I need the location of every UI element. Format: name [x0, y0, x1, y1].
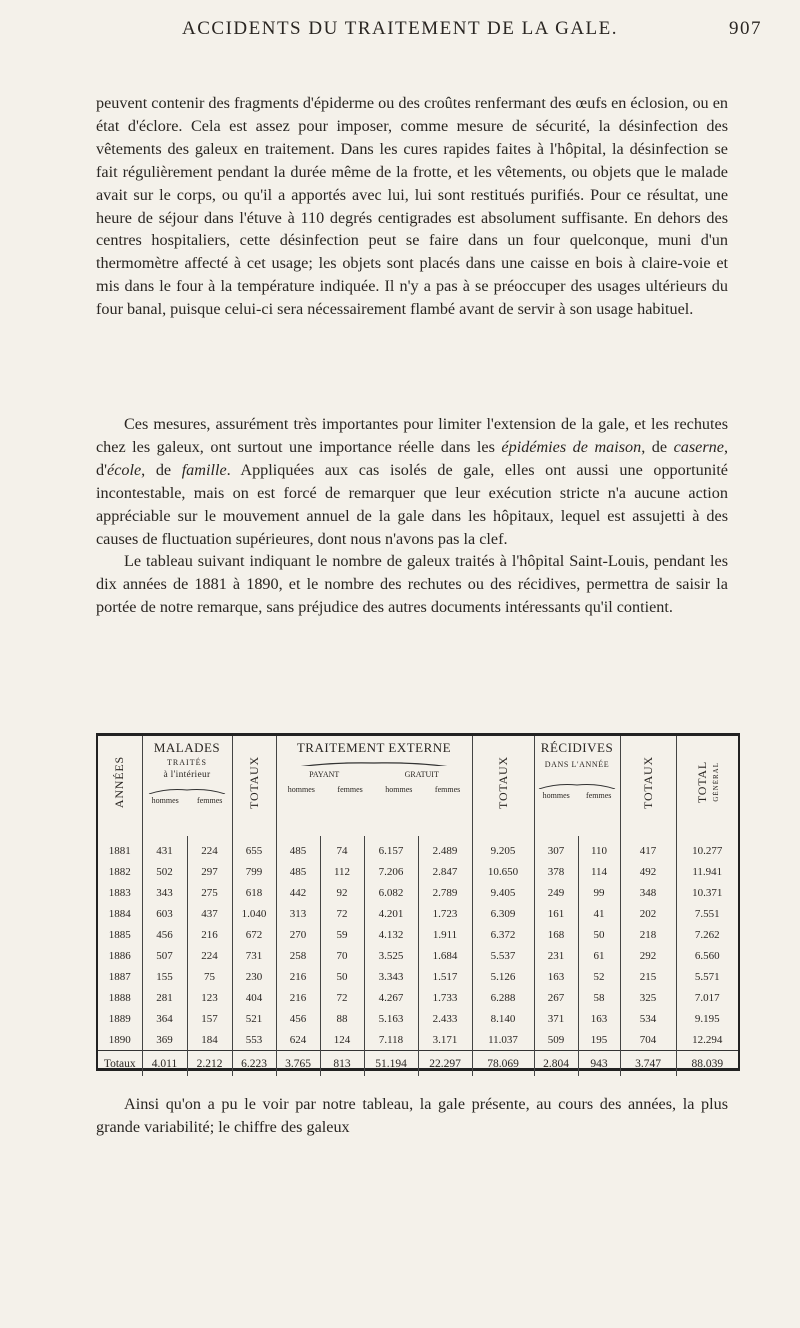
paragraph-4 — [96, 1093, 728, 1139]
table-cell: 202 — [620, 903, 676, 924]
row-year: 1889 — [108, 1012, 131, 1025]
table-cell: 124 — [320, 1029, 364, 1051]
table-cell: 61 — [578, 945, 620, 966]
table-cell: 1.684 — [418, 945, 472, 966]
table-cell: 7.262 — [676, 924, 738, 945]
table-cell: 8.140 — [472, 1008, 534, 1029]
totals-cell: 943 — [578, 1051, 620, 1077]
table-cell: 184 — [187, 1029, 232, 1051]
paragraph-2 — [96, 413, 728, 619]
table-cell: 456 — [276, 1008, 320, 1029]
table-cell: 2.847 — [418, 861, 472, 882]
totals-cell: 88.039 — [676, 1051, 738, 1077]
running-head — [0, 18, 800, 46]
row-year: 1884 — [108, 907, 131, 920]
table-cell: 99 — [578, 882, 620, 903]
table-row — [98, 1029, 738, 1051]
p2-em-caserne: caserne — [673, 437, 724, 456]
hdr-payant: PAYANT — [309, 770, 340, 779]
col-annees: ANNÉES — [112, 755, 127, 809]
table-cell: 231 — [534, 945, 578, 966]
table-row — [98, 945, 738, 966]
p2-part-a: Ces mesures, assurément très importantes pour limiter l'extension de la gale, et les rechutes chez les galeux, ont surtout une importance réelle dans les — [96, 415, 728, 456]
totals-label: Totaux — [98, 1051, 142, 1077]
table-cell: 378 — [534, 861, 578, 882]
table-cell: 75 — [187, 966, 232, 987]
table-cell: 5.537 — [472, 945, 534, 966]
totals-cell: 4.011 — [142, 1051, 187, 1077]
table-row — [98, 1008, 738, 1029]
totals-cell: 3.765 — [276, 1051, 320, 1077]
table-cell: 364 — [142, 1008, 187, 1029]
running-title: ACCIDENTS DU TRAITEMENT DE LA GALE. — [182, 18, 618, 39]
totals-cell: 22.297 — [418, 1051, 472, 1077]
table-cell: 371 — [534, 1008, 578, 1029]
table-cell: 59 — [320, 924, 364, 945]
table-row — [98, 861, 738, 882]
table-cell: 224 — [187, 945, 232, 966]
paragraph-4-text: Ainsi qu'on a pu le voir par notre tableau, la gale présente, au cours des années, la plus grande variabilité; le chiffre des galeux — [96, 1095, 728, 1136]
hdr-femmes-1: femmes — [197, 796, 223, 805]
table-cell: 215 — [620, 966, 676, 987]
p2-em-ecole: école — [107, 460, 142, 479]
hdr-femmes-2: femmes — [337, 785, 363, 794]
table-cell: 5.163 — [364, 1008, 418, 1029]
table-cell: 123 — [187, 987, 232, 1008]
table-cell: 3.171 — [418, 1029, 472, 1051]
p2-em-epidemies: épidémies de maison — [501, 437, 642, 456]
table-cell: 58 — [578, 987, 620, 1008]
brace-icon — [147, 788, 227, 794]
table-row — [98, 882, 738, 903]
p2-part-b: , de — [641, 437, 674, 456]
table-cell: 2.489 — [418, 836, 472, 861]
hdr-femmes-4: femmes — [586, 791, 612, 800]
paragraph-1 — [96, 92, 728, 321]
table-cell: 168 — [534, 924, 578, 945]
table-cell: 655 — [232, 836, 276, 861]
table-cell: 1.733 — [418, 987, 472, 1008]
table-row — [98, 924, 738, 945]
table-cell: 9.205 — [472, 836, 534, 861]
hdr-hommes-2: hommes — [287, 785, 315, 794]
table-cell: 270 — [276, 924, 320, 945]
table-cell: 1.040 — [232, 903, 276, 924]
table-cell: 624 — [276, 1029, 320, 1051]
table-cell: 417 — [620, 836, 676, 861]
table-cell: 110 — [578, 836, 620, 861]
table-cell: 9.405 — [472, 882, 534, 903]
page-number: 907 — [729, 18, 762, 39]
table-cell: 7.551 — [676, 903, 738, 924]
table-cell: 6.372 — [472, 924, 534, 945]
table-cell: 6.560 — [676, 945, 738, 966]
table-cell: 5.571 — [676, 966, 738, 987]
row-year: 1881 — [108, 844, 131, 857]
totals-cell: 2.212 — [187, 1051, 232, 1077]
row-year: 1883 — [108, 886, 131, 899]
table-cell: 74 — [320, 836, 364, 861]
table-cell: 3.343 — [364, 966, 418, 987]
table-cell: 2.789 — [418, 882, 472, 903]
table-cell: 224 — [187, 836, 232, 861]
table-cell: 799 — [232, 861, 276, 882]
table-cell: 485 — [276, 836, 320, 861]
col-malades: MALADES TRAITÉS à l'intérieur hommes femmes — [142, 736, 232, 836]
totals-cell: 2.804 — [534, 1051, 578, 1077]
p2-part-e: . Appliquées aux cas isolés de gale, elles ont aussi une opportunité incontestable, mais on est forcé de remarquer que leur exécution stricte n'a aucune action appréciable sur le mouvement annuel de la gale dans les hôpitaux, lequel est assujetti à des causes de fluctuation supérieures, dont nous n'avons pas la clef. — [96, 460, 728, 548]
brace-icon — [289, 760, 459, 766]
table-cell: 1.911 — [418, 924, 472, 945]
row-year: 1885 — [108, 928, 131, 941]
table-cell: 12.294 — [676, 1029, 738, 1051]
table-cell: 313 — [276, 903, 320, 924]
hdr-hommes-1: hommes — [151, 796, 179, 805]
table-cell: 163 — [534, 966, 578, 987]
table-cell: 161 — [534, 903, 578, 924]
table-cell: 1.723 — [418, 903, 472, 924]
table-cell: 704 — [620, 1029, 676, 1051]
table-cell: 6.288 — [472, 987, 534, 1008]
statistics-table — [96, 733, 740, 1071]
table-cell: 52 — [578, 966, 620, 987]
hdr-gratuit: GRATUIT — [404, 770, 439, 779]
table-cell: 534 — [620, 1008, 676, 1029]
table-cell: 50 — [578, 924, 620, 945]
col-recidives: RÉCIDIVES DANS L'ANNÉE hommes femmes — [534, 736, 620, 836]
table-cell: 275 — [187, 882, 232, 903]
col-total-general: TOTAL GÉNÉRAL — [676, 736, 738, 836]
table-cell: 114 — [578, 861, 620, 882]
table-cell: 216 — [276, 987, 320, 1008]
hdr-femmes-3: femmes — [434, 785, 461, 794]
row-year: 1888 — [108, 991, 131, 1004]
totals-cell: 3.747 — [620, 1051, 676, 1077]
table-cell: 307 — [534, 836, 578, 861]
table-cell: 92 — [320, 882, 364, 903]
table-cell: 292 — [620, 945, 676, 966]
table-cell: 603 — [142, 903, 187, 924]
col-totaux-2: TOTAUX — [472, 736, 534, 836]
table-cell: 348 — [620, 882, 676, 903]
table-cell: 4.267 — [364, 987, 418, 1008]
table-row — [98, 903, 738, 924]
table-cell: 41 — [578, 903, 620, 924]
table-cell: 1.517 — [418, 966, 472, 987]
col-traitement-externe: TRAITEMENT EXTERNE PAYANT GRATUIT hommes femmes hommes femmes — [276, 736, 472, 836]
table-cell: 216 — [187, 924, 232, 945]
table-cell: 10.650 — [472, 861, 534, 882]
table-cell: 297 — [187, 861, 232, 882]
table-cell: 343 — [142, 882, 187, 903]
row-year: 1890 — [108, 1033, 131, 1046]
hdr-hommes-3: hommes — [385, 785, 413, 794]
table-cell: 5.126 — [472, 966, 534, 987]
table-cell: 163 — [578, 1008, 620, 1029]
totals-row — [98, 1051, 738, 1077]
col-totaux-3: TOTAUX — [620, 736, 676, 836]
table-cell: 7.118 — [364, 1029, 418, 1051]
table-cell: 7.017 — [676, 987, 738, 1008]
table-cell: 7.206 — [364, 861, 418, 882]
table-cell: 553 — [232, 1029, 276, 1051]
table-cell: 4.201 — [364, 903, 418, 924]
table-cell: 4.132 — [364, 924, 418, 945]
table-cell: 258 — [276, 945, 320, 966]
row-year: 1887 — [108, 970, 131, 983]
table-cell: 11.037 — [472, 1029, 534, 1051]
col-totaux-1: TOTAUX — [232, 736, 276, 836]
totals-cell: 78.069 — [472, 1051, 534, 1077]
table-cell: 672 — [232, 924, 276, 945]
table-cell: 437 — [187, 903, 232, 924]
table-cell: 502 — [142, 861, 187, 882]
table-cell: 492 — [620, 861, 676, 882]
table-cell: 249 — [534, 882, 578, 903]
table-cell: 155 — [142, 966, 187, 987]
table-cell: 10.371 — [676, 882, 738, 903]
table-cell: 9.195 — [676, 1008, 738, 1029]
table-cell: 6.309 — [472, 903, 534, 924]
table-cell: 442 — [276, 882, 320, 903]
table-cell: 11.941 — [676, 861, 738, 882]
table-cell: 6.082 — [364, 882, 418, 903]
table-cell: 731 — [232, 945, 276, 966]
table-cell: 218 — [620, 924, 676, 945]
totals-cell: 51.194 — [364, 1051, 418, 1077]
table-cell: 157 — [187, 1008, 232, 1029]
row-year: 1886 — [108, 949, 131, 962]
table-cell: 618 — [232, 882, 276, 903]
table-row — [98, 987, 738, 1008]
table-cell: 431 — [142, 836, 187, 861]
table-cell: 456 — [142, 924, 187, 945]
paragraph-3-text: Le tableau suivant indiquant le nombre de galeux traités à l'hôpital Saint-Louis, pendant les dix années de 1881 à 1890, et le nombre des rechutes ou des récidives, permettra de saisir la portée de notre remarque, sans préjudice des autres documents intéressants qu'il contient. — [96, 552, 728, 617]
p2-part-c: , d' — [96, 437, 728, 479]
table-cell: 50 — [320, 966, 364, 987]
table-cell: 88 — [320, 1008, 364, 1029]
table-cell: 6.157 — [364, 836, 418, 861]
galeux-table — [98, 736, 738, 1076]
paragraph-2-text — [96, 413, 728, 550]
table-cell: 112 — [320, 861, 364, 882]
table-cell: 2.433 — [418, 1008, 472, 1029]
table-cell: 369 — [142, 1029, 187, 1051]
table-cell: 72 — [320, 903, 364, 924]
table-cell: 3.525 — [364, 945, 418, 966]
totals-cell: 6.223 — [232, 1051, 276, 1077]
table-cell: 10.277 — [676, 836, 738, 861]
table-cell: 216 — [276, 966, 320, 987]
table-cell: 485 — [276, 861, 320, 882]
p2-em-famille: famille — [181, 460, 227, 479]
table-row — [98, 836, 738, 861]
hdr-hommes-4: hommes — [542, 791, 570, 800]
table-cell: 404 — [232, 987, 276, 1008]
table-cell: 70 — [320, 945, 364, 966]
table-cell: 230 — [232, 966, 276, 987]
table-cell: 267 — [534, 987, 578, 1008]
row-year: 1882 — [108, 865, 131, 878]
table-cell: 195 — [578, 1029, 620, 1051]
table-cell: 509 — [534, 1029, 578, 1051]
table-cell: 521 — [232, 1008, 276, 1029]
table-body — [98, 836, 738, 1076]
table-cell: 325 — [620, 987, 676, 1008]
paragraph-1-text: peuvent contenir des fragments d'épiderme ou des croûtes renfermant des œufs en éclosion, ou en état d'éclore. Cela est assez pour imposer, comme mesure de sécurité, la désinfection des vêtements des galeux en traitement. Dans les cures rapides faites à l'hôpital, la désinfection se fait régulièrement pendant la durée même de la frotte, et les vêtements, ou objets que le malade avait sur le corps, ou qu'il a apportés avec lui, lui sont restitués purifiés. Pour ce résultat, une heure de séjour dans l'étuve à 110 degrés centigrades est absolument suffisante. En dehors des centres hospitaliers, cette désinfection peut se faire dans un four quelconque, muni d'un thermomètre affecté à cet usage; les objets sont placés dans une caisse en bois à claire-voie et mis dans le four à la température indiquée. Il n'y a pas à se préoccuper des usages ultérieurs du four banal, puisque celui-ci sera nécessairement flambé avant de servir à son usage habituel. — [96, 94, 728, 319]
table-cell: 507 — [142, 945, 187, 966]
table-cell: 72 — [320, 987, 364, 1008]
table-cell: 281 — [142, 987, 187, 1008]
totals-cell: 813 — [320, 1051, 364, 1077]
brace-icon — [537, 783, 617, 789]
table-row — [98, 966, 738, 987]
p2-part-d: , de — [141, 460, 182, 479]
